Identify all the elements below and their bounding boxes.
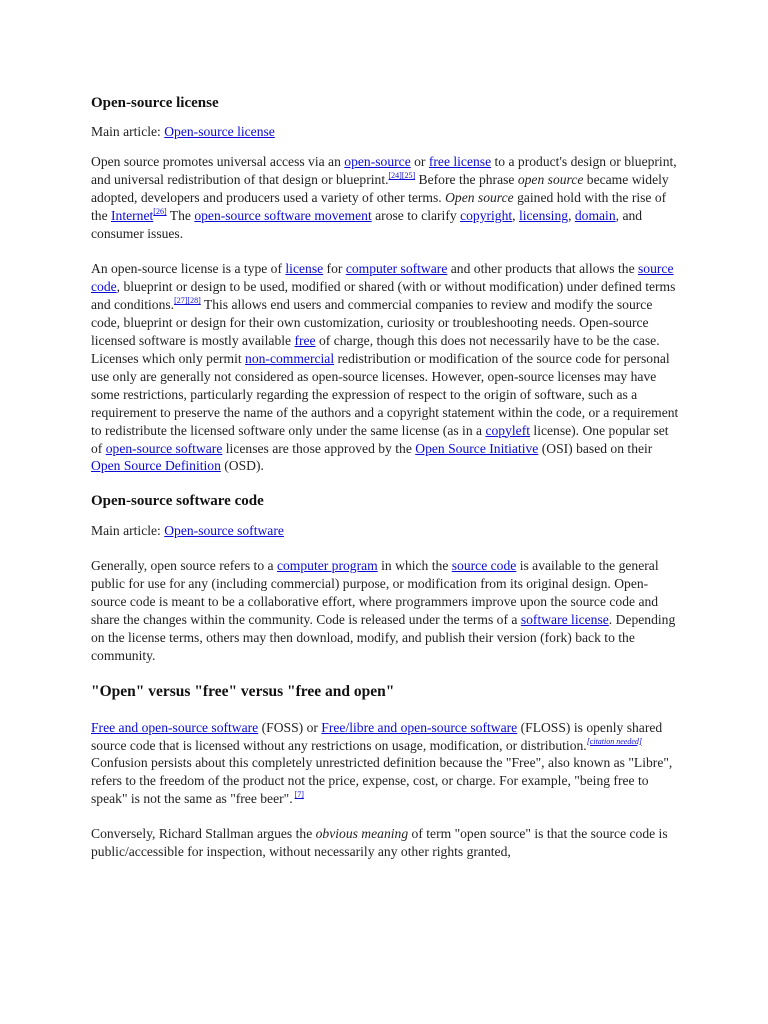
link-licensing[interactable]: licensing [518, 207, 569, 223]
citation-ref [587, 737, 642, 746]
main-article-prefix: Main article: [91, 124, 165, 139]
text: , and consumer issues. [91, 207, 643, 241]
text: Open source promotes universal access via an [91, 153, 345, 169]
link-copyleft[interactable]: copyleft [485, 422, 531, 438]
link-free[interactable]: free [294, 333, 316, 349]
text: Before the phrase [415, 171, 518, 187]
text: redistribution or modification of the source code for personal use only are generally not considered as open-source licenses. However, open-source licenses may have some restrictions, particularly regarding the expression of respect to the origin of software, such as a requirement to preserve the name of the authors and a copyright statement within the code, or a requirement to redistribute the licensed software only under the same license (as in a [91, 350, 679, 438]
text: The [166, 207, 195, 223]
text: gained hold with the rise of the [91, 189, 667, 223]
text: to a product's design or blueprint, and universal redistribution of that design or blueprint. [91, 153, 677, 187]
link-open-source-software-movement[interactable]: open-source software movement [194, 207, 372, 223]
link-internet[interactable]: Internet [111, 207, 154, 223]
citation-ref [174, 296, 201, 305]
link-open-source[interactable]: open-source [344, 153, 411, 169]
main-article-link-open-source-software[interactable]: Open-source software [164, 523, 284, 539]
text: Confusion persists about this completely unrestricted definition because the "Free", also known as "Libre", refers to the freedom of the product not the price, expense, cost, or charge. For example, "being free to speak" is not the same as "free beer". [91, 755, 673, 807]
paragraph-foss-floss [91, 719, 681, 809]
citation-ref [293, 790, 304, 799]
link-free-libre-open-source-software[interactable]: Free/libre and open-source software [321, 719, 518, 735]
link-source-code-2[interactable]: source code [451, 558, 517, 574]
ref-7[interactable]: [7] [294, 790, 304, 800]
text: (FOSS) or [258, 719, 322, 735]
text: (OSD). [220, 458, 264, 474]
link-open-source-definition[interactable]: Open Source Definition [91, 458, 221, 474]
text: This allows end users and commercial companies to review and modify the source code, blueprint or design for their own customization, curiosity or troubleshooting needs. Open-source licensed software is mostly available [91, 297, 653, 349]
text: became widely adopted, developers and producers used a variety of other terms. [91, 171, 669, 205]
main-article-link-open-source-license[interactable]: Open-source license [164, 124, 275, 139]
link-license[interactable]: license [285, 261, 324, 277]
main-article-note [91, 123, 681, 141]
link-open-source-software[interactable]: open-source software [105, 440, 223, 456]
link-computer-program[interactable]: computer program [276, 558, 378, 574]
main-article-prefix: Main article: [91, 523, 165, 539]
ref-27[interactable]: [27] [174, 296, 188, 306]
italic-open-source: open source [517, 171, 584, 187]
text: , blueprint or design to be used, modified or shared (with or without modification) under defined terms and conditions. [91, 279, 676, 313]
text: license). One popular set of [91, 422, 669, 456]
text: Generally, open source refers to a [91, 558, 277, 574]
link-copyright[interactable]: copyright [460, 207, 513, 223]
text: arose to clarify [371, 207, 461, 223]
text: or [410, 153, 429, 169]
text: Conversely, Richard Stallman argues the [91, 826, 316, 842]
italic-open-source-2: Open source [445, 189, 514, 205]
link-software-license[interactable]: software license [520, 611, 609, 627]
paragraph-source-code [91, 557, 681, 664]
ref-citation-needed[interactable]: [citation needed] [586, 736, 643, 746]
main-article-note [91, 522, 681, 540]
paragraph-license-definition [91, 260, 681, 475]
text: in which the [377, 558, 452, 574]
italic-obvious-meaning: obvious meaning [315, 826, 409, 842]
text: (OSI) based on their [538, 440, 653, 456]
paragraph-stallman [91, 825, 681, 861]
link-open-source-initiative[interactable]: Open Source Initiative [415, 440, 539, 456]
text: licenses are those approved by the [222, 440, 416, 456]
ref-28[interactable]: [28] [187, 296, 201, 306]
section-heading-open-vs-free: "Open" versus "free" versus "free and open" [91, 682, 395, 700]
section-heading-open-source-license: Open-source license [91, 95, 219, 111]
link-computer-software[interactable]: computer software [345, 261, 448, 277]
text: for [323, 261, 346, 277]
ref-24[interactable]: [24] [388, 170, 402, 180]
text: , [568, 207, 575, 223]
text: (FLOSS) is openly shared source code that is licensed without any restrictions on usage, modification, or distribution. [91, 719, 663, 753]
text: An open-source license is a type of [91, 261, 286, 277]
paragraph-open-source-access [91, 153, 681, 243]
text: of term "open source" is that the source code is public/accessible for inspection, without necessarily any other rights granted, [91, 826, 668, 860]
text: , [512, 207, 519, 223]
citation-ref [389, 171, 416, 180]
ref-25[interactable]: [25] [401, 170, 416, 180]
article-page [91, 82, 681, 861]
section-heading-open-source-software-code: Open-source software code [91, 493, 264, 510]
text: of charge, though this does not necessarily have to be the case. Licenses which only permit [91, 333, 660, 366]
link-source-code[interactable]: source code [91, 261, 674, 295]
text: and other products that allows the [447, 261, 639, 277]
link-domain[interactable]: domain [574, 207, 616, 223]
text: is available to the general public for use for any (including commercial) purpose, or modification from its original design. Open-source code is meant to be a collaborative effort, where programmers improve upon the source code and share the changes within the community. Code is released under the terms of a [91, 558, 659, 627]
link-free-and-open-source-software[interactable]: Free and open-source software [91, 719, 259, 735]
link-non-commercial[interactable]: non-commercial [245, 350, 335, 366]
text: . Depending on the license terms, others may then download, modify, and publish their version (fork) back to the community. [91, 611, 676, 663]
citation-ref [153, 207, 166, 216]
ref-26[interactable]: [26] [153, 206, 167, 216]
link-free-license[interactable]: free license [428, 153, 492, 169]
